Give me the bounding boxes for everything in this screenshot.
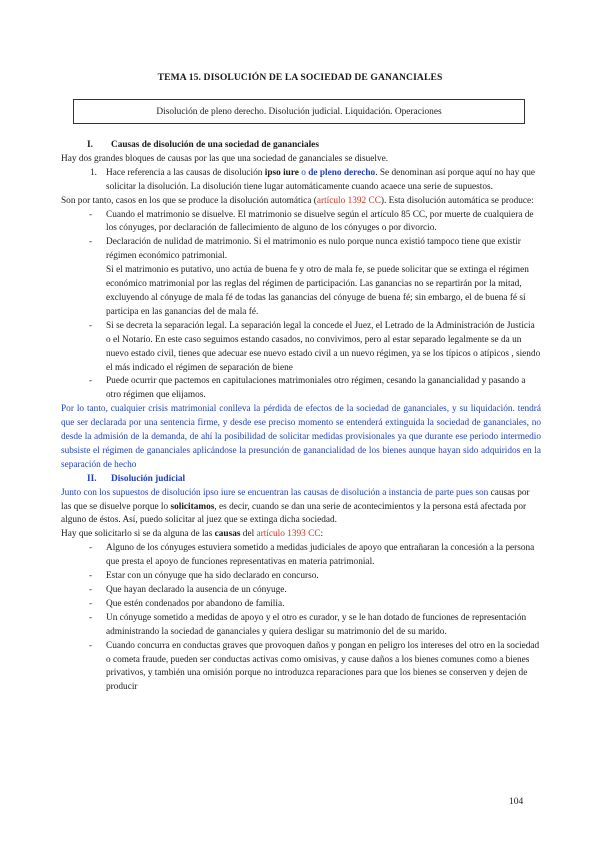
dash-marker: -: [89, 543, 93, 554]
intro-solicitamos: solicitamos: [170, 501, 215, 512]
auto-text-a: Son por tanto, casos en los que se produce la disolución automática (: [61, 195, 317, 206]
page-title: TEMA 15. DISOLUCIÓN DE LA SOCIEDAD DE GANANCIALES: [157, 72, 443, 83]
dash-marker: -: [89, 585, 93, 595]
list-item: [61, 320, 541, 376]
article-1393-link: artículo 1393 CC: [256, 529, 321, 540]
section-1-intro: Hay dos grandes bloques de causas por las que una sociedad de gananciales se disuelve.: [61, 153, 389, 164]
dash-marker: -: [89, 571, 93, 582]
list-item-text: Puede ocurrir que pactemos en capitulaciones matrimoniales otro régimen, cesando la ganancialidad y pasando a otro régimen que elijamos.: [106, 376, 526, 401]
list-item: [61, 598, 541, 612]
auto-dissolution-paragraph: [61, 195, 541, 209]
dash-marker: -: [89, 640, 93, 651]
section-2-title: Disolución judicial: [111, 473, 186, 484]
request-text-a: Hay que solicitarlo si se da alguna de las: [61, 529, 215, 540]
request-paragraph: [61, 528, 541, 542]
item1-o: o: [298, 167, 309, 178]
list-item: [61, 570, 541, 584]
dash-marker: -: [89, 237, 93, 248]
document-body: [61, 139, 541, 695]
list-item: [61, 236, 541, 319]
list-item-text: Que hayan declarado la ausencia de un cónyuge.: [106, 585, 287, 595]
list-item: [61, 584, 541, 598]
request-causas: causas: [214, 529, 241, 540]
item1-pleno-derecho: de pleno derecho: [308, 167, 376, 178]
list-item-text: Si se decreta la separación legal. La separación legal la concede el Juez, el Letrado de la Administración de Justicia o el Notario. En este caso seguimos estando casados, no convivimos, pero al estar separado legalmente se da un nuevo estado civil, tienes que adecuar ese nuevo estado civil a un nuevo régimen, ya se los típicos o atípicos , siendo el más indicado el régimen de separación de biene: [106, 320, 541, 373]
intro-text-b: , es decir, cuando se dan una serie de acontecimientos y la persona está afectada por alguno de éstos. Así, puedo solicitar al juez que se extinga dicha sociedad.: [61, 501, 527, 526]
list-item-text: Alguno de los cónyuges estuviera sometido a medidas judiciales de apoyo que entrañaran la concesión a la persona que presta el apoyo de funciones representativas en materia patrimonial.: [106, 543, 535, 568]
list-item: [61, 542, 541, 570]
item1-text-b: . Se denominan así porque aquí no hay que solicitar la disolución. La disolución tiene lugar automáticamente cuando acaece una serie de supuestos.: [106, 167, 536, 192]
list-item: [61, 375, 541, 403]
request-text-c: :: [320, 529, 324, 540]
section-1-numbered-list: [61, 167, 541, 195]
dash-marker: -: [89, 209, 93, 220]
section-2-dash-list: [61, 542, 541, 695]
item1-text-a: Hace referencia a las causas de disolución: [106, 167, 265, 178]
list-item: [61, 640, 541, 696]
section-1-numeral: I.: [87, 140, 93, 150]
summary-box: Disolución de pleno derecho. Disolución judicial. Liquidación. Operaciones: [73, 99, 525, 124]
section-1-dash-list: [61, 209, 541, 404]
intro-blue-text: Junto con los supuestos de disolución ipso iure se encuentran las causas de disolución a instancia de parte pues son: [61, 487, 489, 498]
item-marker: 1.: [90, 167, 97, 178]
article-1392-link: artículo 1392 CC: [316, 195, 381, 206]
dash-marker: -: [89, 320, 93, 331]
list-item-text: Declaración de nulidad de matrimonio. Si el matrimonio es nulo porque nunca existió tampoco tiene que existir régimen económico patrimonial.: [106, 237, 521, 262]
item1-ipso-iure: ipso iure: [264, 167, 299, 178]
request-text-b: del: [240, 529, 257, 540]
putativo-paragraph: Si el matrimonio es putativo, uno actúa de buena fe y otro de mala fe, se puede solicitar que se extinga el régimen económico matrimonial por las reglas del régimen de participación. Las ganancias no se repartirán por la mitad, excluyendo al cónyuge de mala fé de todas las ganancias del cónyuge de buena fé; sin embargo, el de buena fé sí participa en las ganancias del de mala fé.: [106, 265, 529, 317]
section-2-intro: [61, 487, 541, 529]
section-2-numeral: II.: [87, 473, 97, 484]
list-item: [61, 612, 541, 640]
list-item-text: Estar con un cónyuge que ha sido declarado en concurso.: [106, 571, 319, 582]
dash-marker: -: [89, 598, 93, 609]
section-2-heading: [61, 473, 541, 487]
numbered-item-1: [61, 167, 541, 195]
auto-text-b: ). Esta disolución automática se produce:: [380, 195, 534, 206]
section-1-heading: [61, 139, 541, 153]
list-item-text: Un cónyuge sometido a medidas de apoyo y el otro es curador, y se le han dotado de funciones de representación administrando la sociedad de gananciales y quiera desligar su matrimonio del de su marido.: [106, 612, 527, 637]
list-item-text: Cuando el matrimonio se disuelve. El matrimonio se disuelve según el artículo 85 CC, por muerte de cualquiera de los cónyuges, por declaración de fallecimiento de alguno de los cónyuges o por divorcio.: [106, 209, 534, 234]
list-item-text: Cuando concurra en conductas graves que provoquen daños y pongan en peligro los intereses del otro en la sociedad o cometa fraude, pueden ser conductas activas como omisivas, y cause daños a los bienes comunes como a bienes privativos, y también una omisión porque no introduzca reparaciones para que los bienes se conserven y dejen de producir: [106, 640, 540, 693]
page-number: 104: [509, 797, 524, 807]
dash-marker: -: [89, 376, 93, 387]
dash-marker: -: [89, 612, 93, 623]
list-item: [61, 209, 541, 237]
section-1-title: Causas de disolución de una sociedad de gananciales: [111, 140, 319, 150]
list-item-text: Que estén condenados por abandono de familia.: [106, 598, 285, 609]
intro-text-a: causas por las que se disuelve porque lo: [61, 487, 530, 512]
conclusion-paragraph: Por lo tanto, cualquier crisis matrimonial conlleva la pérdida de efectos de la sociedad de gananciales, y su liquidación. tendrá que ser declarada por una sentencia firme, y desde ese preciso momento se entenderá extinguida la sociedad de gananciales, no desde la admisión de la demanda, de ahí la posibilidad de solicitar medidas provisionales ya que durante ese periodo intermedio subsiste el régimen de gananciales aplicándose la presunción de ganancialidad de los bienes aunque hayan sido adquiridos en la separación de hecho: [61, 404, 541, 470]
